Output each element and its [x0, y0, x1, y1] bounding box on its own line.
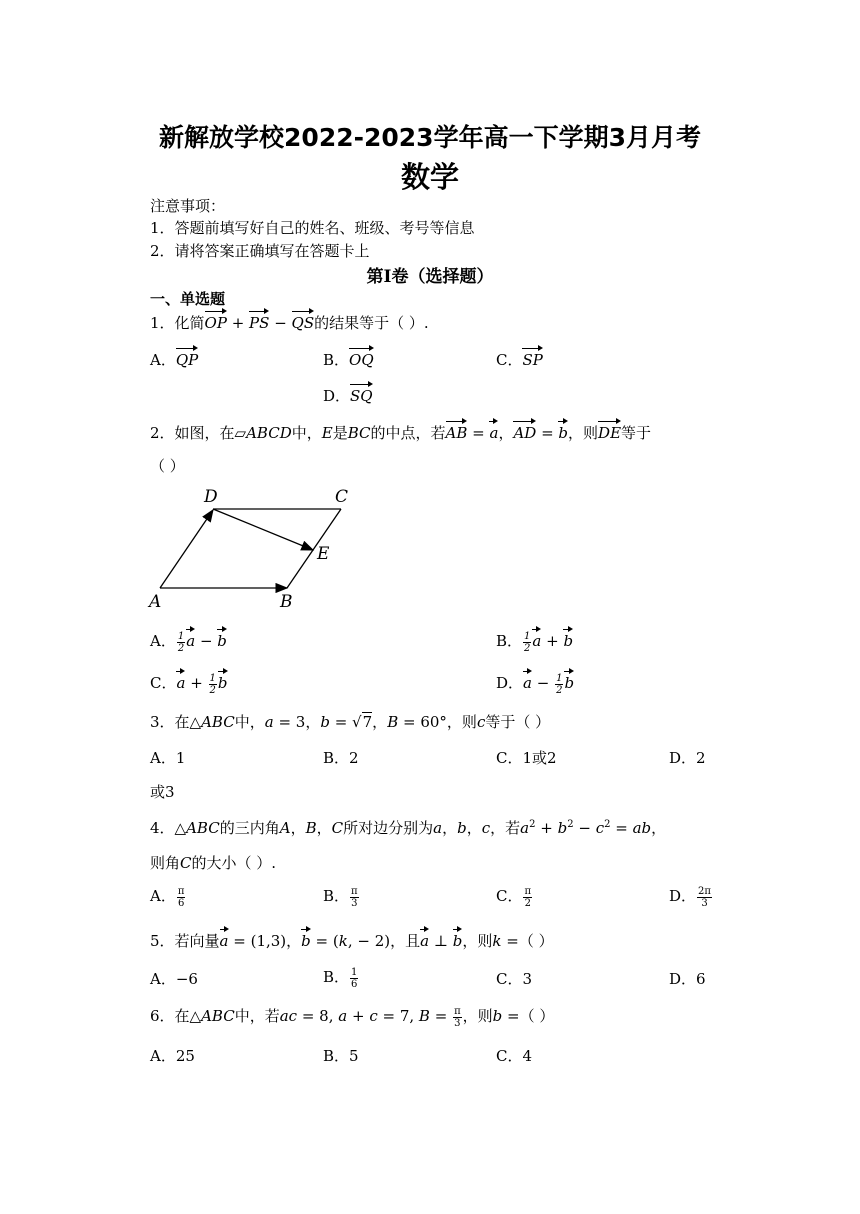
q5-option-d[interactable]: D．6 [669, 970, 706, 988]
exam-subject: 数学 [400, 160, 459, 194]
label-c: C [335, 487, 349, 507]
note-item-2: 2．请将答案正确填写在答题卡上 [150, 242, 370, 260]
q1-option-d[interactable]: D．SQ [323, 387, 373, 405]
q1-option-c[interactable]: C．SP [496, 351, 543, 369]
notes-heading: 注意事项： [150, 197, 226, 215]
q4-option-b[interactable]: B． $\frac{\pi}{3}$ [323, 885, 358, 909]
q2-option-b[interactable]: B． $\frac{1}{2}$ a + b [496, 630, 574, 654]
q2-option-a[interactable]: A． $\frac{1}{2}$ a − b [150, 630, 227, 654]
q5-option-a[interactable]: A．−6 [150, 970, 198, 988]
vector-de [213, 509, 313, 550]
label-e: E [317, 544, 330, 564]
q4-option-c[interactable]: C． $\frac{\pi}{2}$ [496, 885, 532, 909]
q6-option-b[interactable]: B．5 [323, 1047, 359, 1065]
exam-title: 新解放学校2022-2023学年高一下学期3月月考 [159, 123, 701, 152]
question-1: 1．化简OP + PS − QS的结果等于（ ）. [150, 314, 429, 332]
q5-option-b[interactable]: B． $\frac{1}{6}$ [323, 966, 358, 990]
q3-option-c[interactable]: C．1或2 [496, 749, 557, 767]
side-bc [287, 509, 341, 588]
q3-option-b[interactable]: B．2 [323, 749, 359, 767]
note-item-1: 1．答题前填写好自己的姓名、班级、考号等信息 [150, 219, 475, 237]
q4-option-a[interactable]: A． $\frac{\pi}{6}$ [150, 885, 185, 909]
question-2: 2．如图，在▱ABCD中，E是BC的中点，若AB = a，AD = b，则DE等于 [150, 424, 652, 442]
question-4: 4．△ABC的三内角A，B，C所对边分别为a，b，c，若$a^2 + b^2 - c^2$ = ab， [150, 819, 667, 837]
question-4-line2: 则角C的大小（ ）. [150, 854, 277, 872]
q2-option-d[interactable]: D．a − $\frac{1}{2}$ b [496, 672, 575, 696]
question-5: 5．若向量a = (1,3)，b = (k, − 2)，且a ⊥ b，则k =（ ） [150, 932, 554, 950]
q2-option-c[interactable]: C．a + $\frac{1}{2}$ b [150, 672, 228, 696]
question-3: 3．在△ABC中，a = 3，b = √7，B = 60°，则c等于（ ） [150, 713, 551, 731]
q1-option-b[interactable]: B．OQ [323, 351, 374, 369]
section-title: 第I卷（选择题） [366, 267, 494, 287]
question-2-blank: （ ） [150, 457, 185, 475]
question-6: 6．在△ABC中，若ac = 8, a + c = 7, B = $\frac{\pi}{3}$ ，则b =（ ） [150, 1005, 555, 1029]
q1-option-a[interactable]: A．QP [150, 351, 199, 369]
label-b: B [280, 592, 293, 612]
q6-option-a[interactable]: A．25 [150, 1047, 195, 1065]
q5-option-c[interactable]: C．3 [496, 970, 533, 988]
q3-option-d[interactable]: D．2 [669, 749, 706, 767]
parallelogram-figure [145, 483, 360, 615]
q4-option-d[interactable]: D． $\frac{2\pi}{3}$ [669, 885, 711, 909]
q6-option-c[interactable]: C．4 [496, 1047, 533, 1065]
q3-option-d-wrap: 或3 [150, 783, 175, 801]
label-a: A [149, 592, 162, 612]
label-d: D [204, 487, 218, 507]
vector-ad [160, 510, 213, 588]
part-title: 一、单选题 [150, 290, 226, 308]
q3-option-a[interactable]: A．1 [150, 749, 186, 767]
